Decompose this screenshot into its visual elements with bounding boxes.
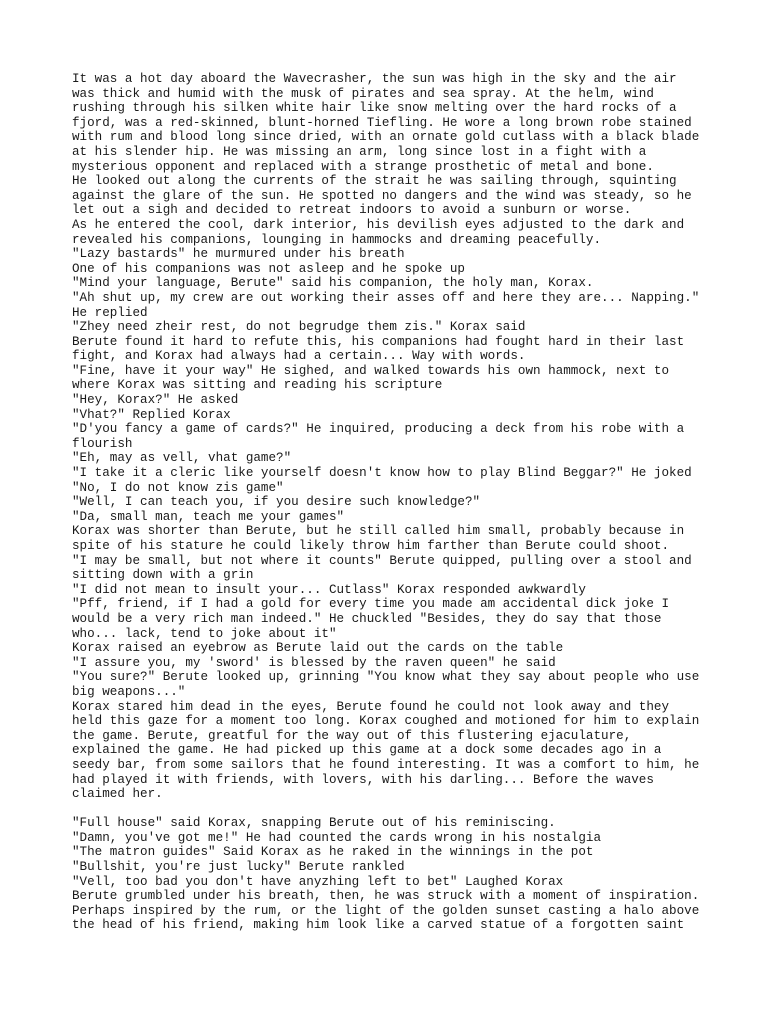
text-line: He replied [72, 305, 148, 320]
text-line: revealed his companions, lounging in hammocks and dreaming peacefully. [72, 232, 602, 247]
text-line: was thick and humid with the musk of pirates and sea spray. At the helm, wind [72, 86, 654, 101]
text-line: "Bullshit, you're just lucky" Berute rankled [72, 860, 405, 875]
text-line: "Vell, too bad you don't have anyzhing left to bet" Laughed Korax [72, 874, 564, 889]
text-line: rushing through his silken white hair like snow melting over the hard rocks of a [72, 101, 677, 116]
text-line: "Fine, have it your way" He sighed, and walked towards his own hammock, next to [72, 363, 670, 378]
text-line: against the glare of the sun. He spotted no dangers and the wind was steady, so he [72, 188, 692, 203]
text-line: sitting down with a grin [72, 568, 254, 583]
text-line: flourish [72, 436, 133, 451]
text-line: "Hey, Korax?" He asked [72, 393, 239, 408]
text-line: had played it with friends, with lovers, with his darling... Before the waves [72, 772, 654, 787]
text-line: "Pff, friend, if I had a gold for every time you made am accidental dick joke I [72, 597, 670, 612]
text-line: "Damn, you've got me!" He had counted the cards wrong in his nostalgia [72, 830, 602, 845]
text-line: would be a very rich man indeed." He chuckled "Besides, they do say that those [72, 611, 662, 626]
text-line: "Zhey need zheir rest, do not begrudge them zis." Korax said [72, 320, 526, 335]
text-line: "Mind your language, Berute" said his companion, the holy man, Korax. [72, 276, 594, 291]
text-line: Berute grumbled under his breath, then, he was struck with a moment of inspiration. [72, 889, 700, 904]
text-line: "No, I do not know zis game" [72, 480, 284, 495]
text-line: claimed her. [72, 787, 163, 802]
text-line: One of his companions was not asleep and he spoke up [72, 261, 465, 276]
text-line: "Ah shut up, my crew are out working their asses off and here they are... Napping." [72, 290, 700, 305]
text-line: "I did not mean to insult your... Cutlass" Korax responded awkwardly [72, 582, 586, 597]
text-line: "Well, I can teach you, if you desire such knowledge?" [72, 495, 481, 510]
text-line: "The matron guides" Said Korax as he raked in the winnings in the pot [72, 845, 594, 860]
text-line: fjord, was a red-skinned, blunt-horned Tiefling. He wore a long brown robe stained [72, 115, 692, 130]
text-line: spite of his stature he could likely throw him farther than Berute could shoot. [72, 539, 670, 553]
text-line: with rum and blood long since dried, with an ornate gold cutlass with a black blade [72, 130, 700, 145]
text-line: "I assure you, my 'sword' is blessed by the raven queen" he said [72, 655, 556, 670]
text-line: Korax stared him dead in the eyes, Berute found he could not look away and they [72, 699, 670, 714]
text-line: fight, and Korax had always had a certain... Way with words. [72, 349, 526, 364]
text-line: where Korax was sitting and reading his scripture [72, 378, 443, 393]
text-line: mysterious opponent and replaced with a strange prosthetic of metal and bone. [72, 159, 654, 174]
document-page [72, 72, 712, 933]
text-line: "Vhat?" Replied Korax [72, 407, 231, 422]
text-line: "I may be small, but not where it counts" Berute quipped, pulling over a stool and [72, 553, 692, 568]
text-line: "Lazy bastards" he murmured under his breath [72, 247, 405, 262]
text-line: "D'you fancy a game of cards?" He inquired, producing a deck from his robe with a [72, 422, 685, 437]
text-line: seedy bar, from some sailors that he found interesting. It was a comfort to him, he [72, 757, 700, 772]
text-line: "I take it a cleric like yourself doesn't know how to play Blind Beggar?" He joked [72, 466, 692, 481]
text-line: Perhaps inspired by the rum, or the light of the golden sunset casting a halo above [72, 903, 700, 918]
text-line: let out a sigh and decided to retreat indoors to avoid a sunburn or worse. [72, 203, 632, 218]
text-line: Berute found it hard to refute this, his companions had fought hard in their last [72, 334, 685, 349]
text-line: held this gaze for a moment too long. Korax coughed and motioned for him to explain [72, 714, 700, 729]
text-line: "Full house" said Korax, snapping Berute out of his reminiscing. [72, 816, 556, 831]
text-line: Korax raised an eyebrow as Berute laid out the cards on the table [72, 641, 564, 656]
text-line: the game. Berute, greatful for the way out of this flustering ejaculature, [72, 728, 632, 743]
blank-line [72, 802, 712, 817]
text-line: "You sure?" Berute looked up, grinning "You know what they say about people who use [72, 670, 700, 685]
text-line: at his slender hip. He was missing an arm, long since lost in a fight with a [72, 144, 647, 159]
text-line: As he entered the cool, dark interior, his devilish eyes adjusted to the dark and [72, 217, 685, 232]
text-line: who... lack, tend to joke about it" [72, 626, 337, 641]
text-line: the head of his friend, making him look like a carved statue of a forgotten saint [72, 918, 685, 933]
text-line: It was a hot day aboard the Wavecrasher, the sun was high in the sky and the air [72, 72, 677, 86]
text-line: explained the game. He had picked up this game at a dock some decades ago in a [72, 743, 662, 758]
text-line: big weapons..." [72, 684, 186, 699]
text-line: "Da, small man, teach me your games" [72, 509, 345, 524]
text-line: "Eh, may as vell, vhat game?" [72, 451, 292, 466]
text-line: Korax was shorter than Berute, but he still called him small, probably because in [72, 524, 685, 539]
text-line: He looked out along the currents of the strait he was sailing through, squinting [72, 174, 677, 189]
